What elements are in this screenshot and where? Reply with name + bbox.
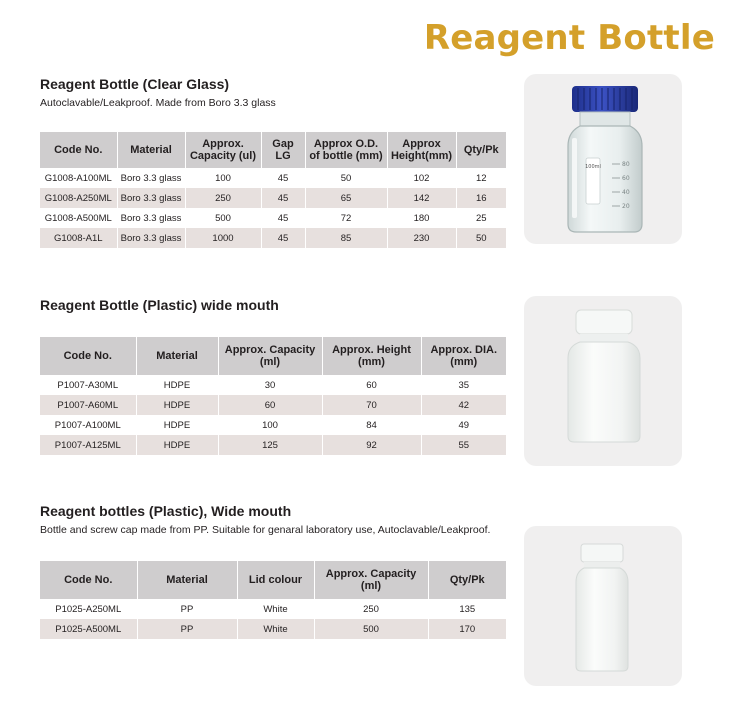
cell-od: 65 xyxy=(305,188,387,208)
cell-capacity: 100 xyxy=(185,168,261,188)
cell-gap: 45 xyxy=(261,228,305,248)
section-desc-pp: Bottle and screw cap made from PP. Suitable for genaral laboratory use, Autoclavable/Leakproof. xyxy=(40,524,491,536)
cell-height: 60 xyxy=(322,375,421,395)
table-row xyxy=(40,395,506,415)
header-code-no: Code No. xyxy=(40,561,137,599)
glass-bottle-image xyxy=(524,74,682,244)
header-height: Approx Height(mm) xyxy=(387,132,456,168)
cell-lid-colour: White xyxy=(237,619,314,639)
glass-bottle-volume: 100ml xyxy=(585,164,601,170)
cell-od: 85 xyxy=(305,228,387,248)
header-material: Material xyxy=(137,561,237,599)
header-diameter: Approx. DIA. (mm) xyxy=(421,337,506,375)
cell-height: 230 xyxy=(387,228,456,248)
cell-height: 70 xyxy=(322,395,421,415)
cell-lid-colour: White xyxy=(237,599,314,619)
plastic-hdpe-table xyxy=(40,337,506,455)
table-row xyxy=(40,435,506,455)
table-row xyxy=(40,168,506,188)
cell-material: HDPE xyxy=(136,375,218,395)
cell-qty: 12 xyxy=(475,172,487,184)
table-row xyxy=(40,599,506,619)
cell-qty: 135 xyxy=(459,603,476,615)
grad-mark: 80 xyxy=(622,161,630,168)
cell-height: 142 xyxy=(387,188,456,208)
cell-capacity: 100 xyxy=(218,415,322,435)
plastic-pp-table xyxy=(40,561,506,639)
cell-code: P1025-A250ML xyxy=(40,599,137,619)
cell-material: PP xyxy=(137,599,237,619)
cell-code: G1008-A500ML xyxy=(40,208,117,228)
cell-height: 84 xyxy=(322,415,421,435)
cell-qty: 170 xyxy=(428,619,506,639)
cell-material: Boro 3.3 glass xyxy=(117,208,185,228)
cell-material: PP xyxy=(137,619,237,639)
grad-mark: 20 xyxy=(622,203,630,210)
cell-code: G1008-A100ML xyxy=(40,168,117,188)
cell-code: P1007-A60ML xyxy=(40,395,136,415)
cell-diameter: 55 xyxy=(421,435,506,455)
cell-qty: 16 xyxy=(456,188,506,208)
cell-capacity: 250 xyxy=(314,599,428,619)
section-title-glass: Reagent Bottle (Clear Glass) xyxy=(40,76,230,92)
hdpe-bottle-image xyxy=(524,296,682,466)
cell-material: Boro 3.3 glass xyxy=(117,228,185,248)
header-capacity: Approx. Capacity (ul) xyxy=(185,132,261,168)
header-od: Approx O.D. of bottle (mm) xyxy=(305,132,387,168)
cell-material: HDPE xyxy=(136,415,218,435)
cell-material: HDPE xyxy=(136,395,218,415)
table-row xyxy=(40,188,506,208)
section-title-plastic-pp: Reagent bottles (Plastic), Wide mouth xyxy=(40,503,292,519)
cell-code: P1025-A500ML xyxy=(40,619,137,639)
glass-bottle-table xyxy=(40,132,506,248)
section-title-plastic-hdpe: Reagent Bottle (Plastic) wide mouth xyxy=(40,297,279,313)
cell-height: 92 xyxy=(322,435,421,455)
cell-capacity: 500 xyxy=(314,619,428,639)
cell-material: HDPE xyxy=(136,435,218,455)
header-capacity: Approx. Capacity (ml) xyxy=(218,337,322,375)
cell-material: Boro 3.3 glass xyxy=(117,168,185,188)
cell-capacity: 30 xyxy=(218,375,322,395)
cell-gap: 45 xyxy=(261,168,305,188)
section-desc-glass: Autoclavable/Leakproof. Made from Boro 3.3 glass xyxy=(40,97,276,109)
header-lid-colour: Lid colour xyxy=(237,561,314,599)
header-qty: Qty/Pk xyxy=(428,561,506,599)
cell-capacity: 250 xyxy=(185,188,261,208)
grad-mark: 40 xyxy=(622,189,630,196)
header-height: Approx. Height (mm) xyxy=(322,337,421,375)
grad-mark: 60 xyxy=(622,175,630,182)
cell-capacity: 60 xyxy=(218,395,322,415)
cell-code: P1007-A100ML xyxy=(40,415,136,435)
table-row xyxy=(40,415,506,435)
header-material: Material xyxy=(136,337,218,375)
cell-height: 180 xyxy=(387,208,456,228)
cell-qty: 25 xyxy=(475,212,487,224)
cell-diameter: 42 xyxy=(421,395,506,415)
cell-capacity: 125 xyxy=(218,435,322,455)
cell-code: G1008-A1L xyxy=(40,228,117,248)
cell-gap: 45 xyxy=(261,208,305,228)
header-code-no: Code No. xyxy=(40,132,117,168)
cell-gap: 45 xyxy=(261,188,305,208)
pp-bottle-image xyxy=(524,526,682,686)
header-capacity: Approx. Capacity (ml) xyxy=(314,561,428,599)
cell-code: P1007-A30ML xyxy=(40,375,136,395)
table-row xyxy=(40,228,506,248)
table-row xyxy=(40,619,506,639)
header-material: Material xyxy=(117,132,185,168)
cell-qty: 50 xyxy=(456,228,506,248)
cell-diameter: 49 xyxy=(458,419,470,431)
cell-capacity: 1000 xyxy=(185,228,261,248)
cell-height: 102 xyxy=(387,168,456,188)
cell-diameter: 35 xyxy=(458,379,470,391)
page-title: Reagent Bottle xyxy=(423,18,715,58)
header-gap-lg: Gap LG xyxy=(261,132,305,168)
cell-od: 50 xyxy=(305,168,387,188)
table-row xyxy=(40,208,506,228)
cell-capacity: 500 xyxy=(185,208,261,228)
cell-od: 72 xyxy=(305,208,387,228)
cell-material: Boro 3.3 glass xyxy=(117,188,185,208)
cell-code: P1007-A125ML xyxy=(40,435,136,455)
cell-code: G1008-A250ML xyxy=(40,188,117,208)
header-code-no: Code No. xyxy=(40,337,136,375)
table-row xyxy=(40,375,506,395)
header-qty: Qty/Pk xyxy=(456,132,506,168)
